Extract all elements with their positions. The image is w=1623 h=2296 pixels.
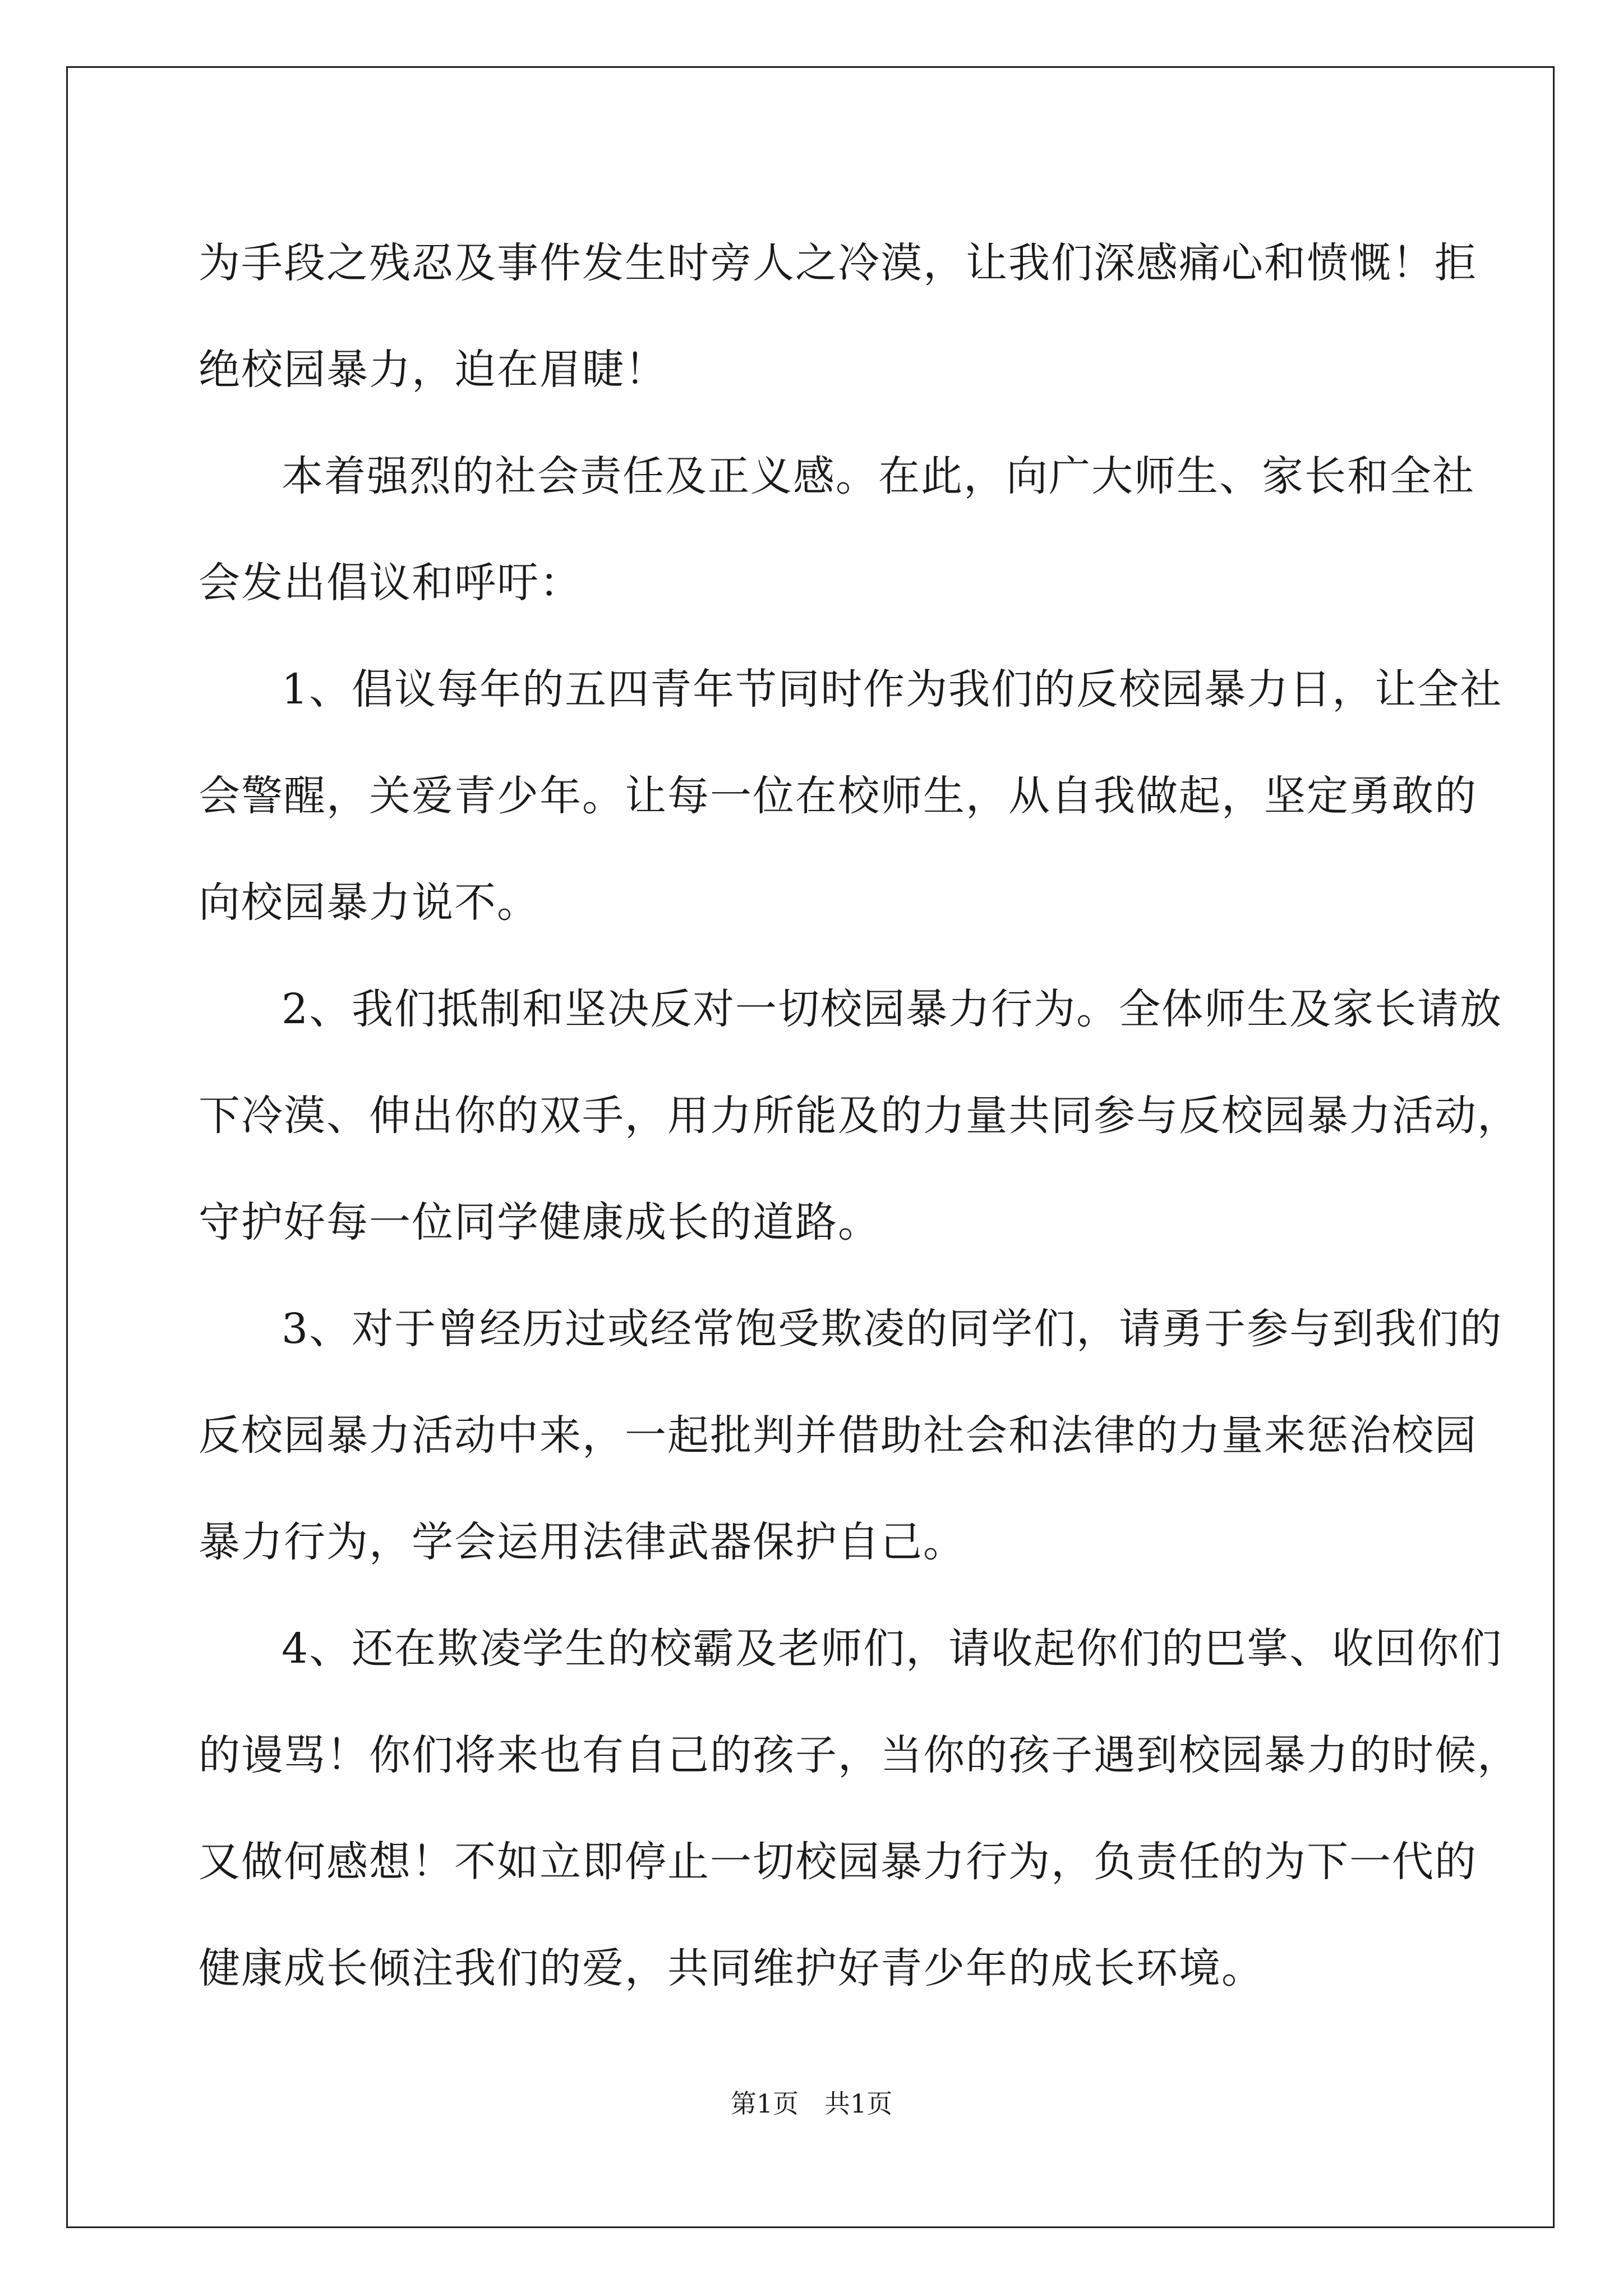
text-line-4: 会发出倡议和呼吁： xyxy=(199,559,582,607)
document-body xyxy=(199,210,1520,2022)
text-line-10: 守护好每一位同学健康成长的道路。 xyxy=(199,1198,880,1246)
text-line-5: 1、倡议每年的五四青年节同时作为我们的反校园暴力日，让全社 xyxy=(282,665,1503,714)
text-line-9: 下冷漠、伸出你的双手，用力所能及的力量共同参与反校园暴力活动， xyxy=(199,1092,1520,1140)
text-line-2: 绝校园暴力，迫在眉睫！ xyxy=(199,346,667,394)
text-line-12: 反校园暴力活动中来，一起批判并借助社会和法律的力量来惩治校园 xyxy=(199,1411,1477,1460)
text-line-15: 的谩骂！你们将来也有自己的孩子，当你的孩子遇到校园暴力的时候， xyxy=(199,1731,1520,1779)
text-line-14: 4、还在欺凌学生的校霸及老师们，请收起你们的巴掌、收回你们 xyxy=(282,1625,1503,1673)
current-page-label: 第1页 xyxy=(730,2088,799,2119)
text-line-17: 健康成长倾注我们的爱，共同维护好青少年的成长环境。 xyxy=(199,1944,1264,1993)
text-line-8: 2、我们抵制和坚决反对一切校园暴力行为。全体师生及家长请放 xyxy=(282,985,1503,1033)
text-line-7: 向校园暴力说不。 xyxy=(199,878,540,927)
text-line-1: 为手段之残忍及事件发生时旁人之冷漠，让我们深感痛心和愤慨！拒 xyxy=(199,239,1477,287)
text-line-11: 3、对于曾经历过或经常饱受欺凌的同学们，请勇于参与到我们的 xyxy=(282,1305,1503,1353)
text-line-16: 又做何感想！不如立即停止一切校园暴力行为，负责任的为下一代的 xyxy=(199,1838,1477,1886)
page-footer xyxy=(0,2087,1623,2120)
total-pages-label: 共1页 xyxy=(824,2088,893,2119)
text-line-13: 暴力行为，学会运用法律武器保护自己。 xyxy=(199,1518,966,1566)
text-line-3: 本着强烈的社会责任及正义感。在此，向广大师生、家长和全社 xyxy=(282,452,1475,500)
text-line-6: 会警醒，关爱青少年。让每一位在校师生，从自我做起，坚定勇敢的 xyxy=(199,772,1477,820)
